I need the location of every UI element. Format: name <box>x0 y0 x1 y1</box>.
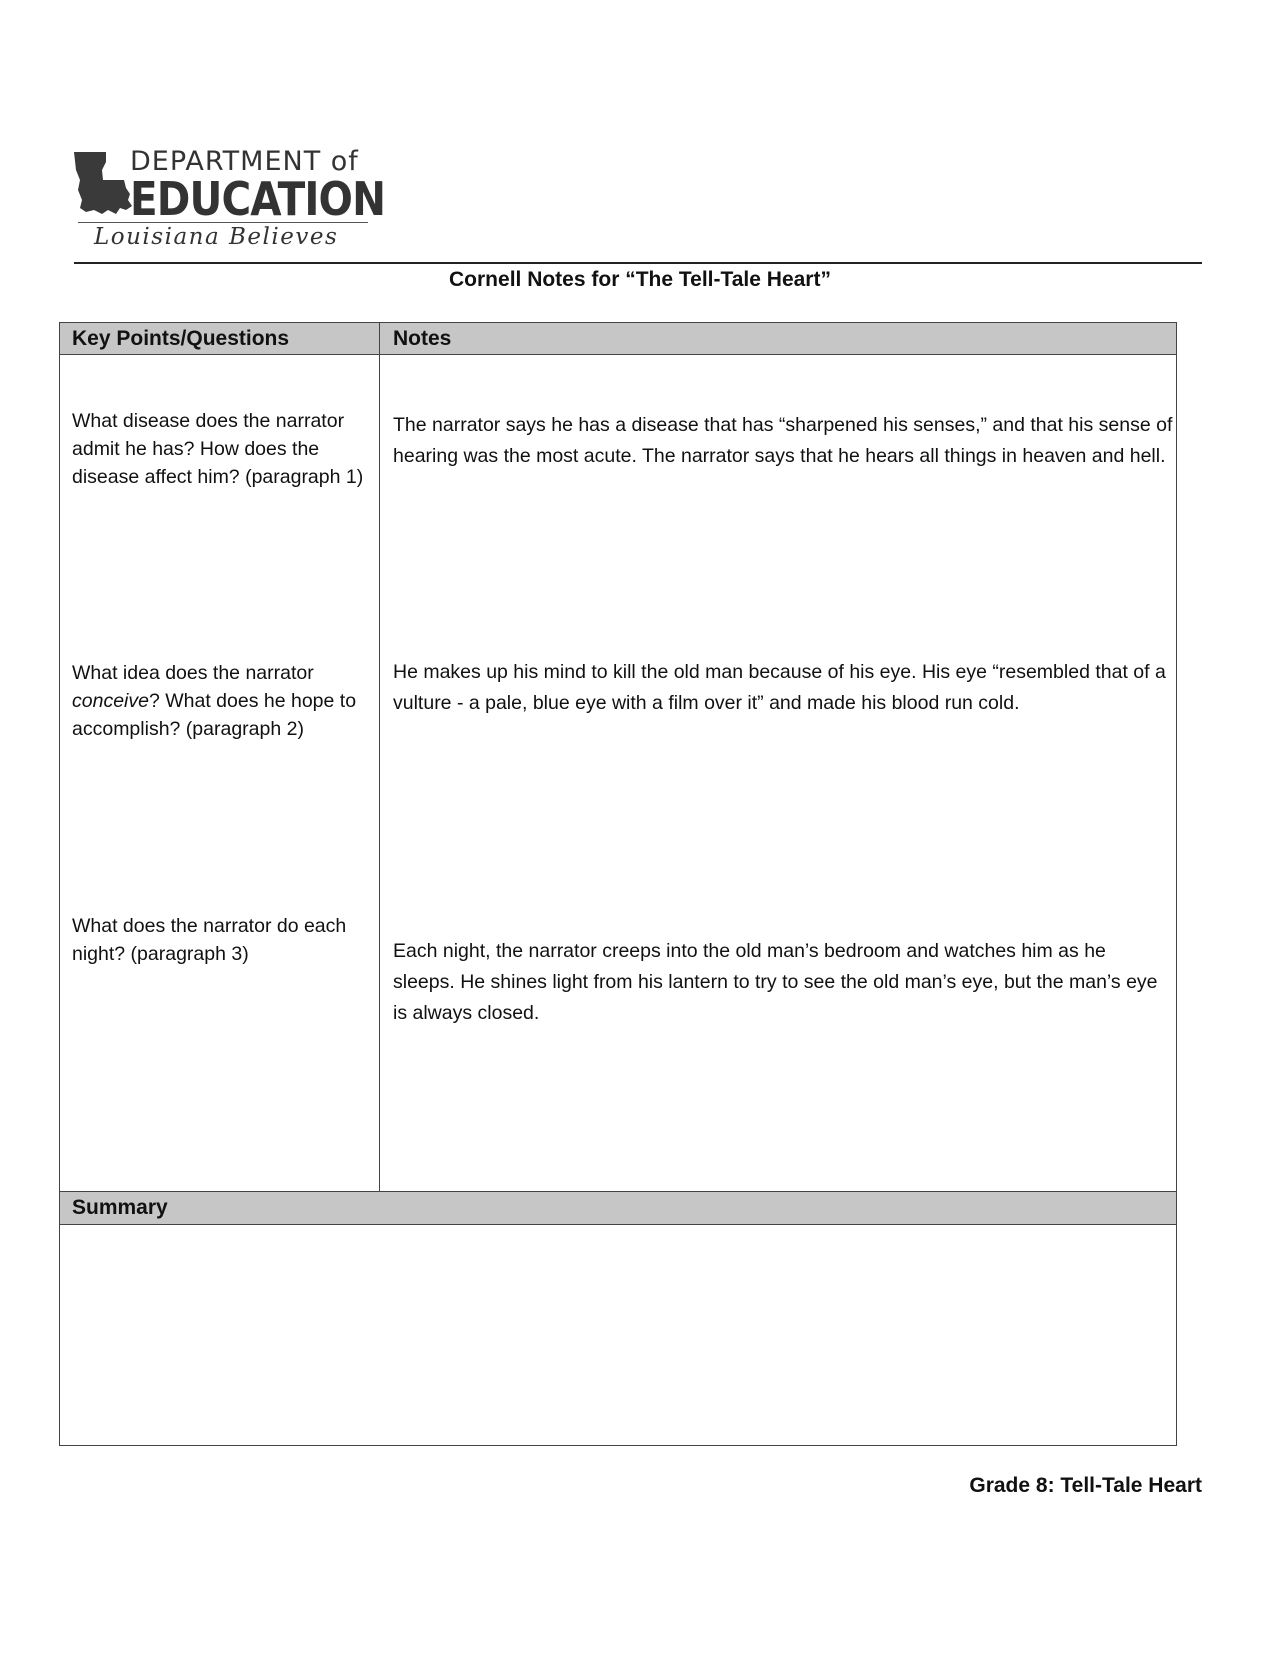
key-points-header: Key Points/Questions <box>72 327 290 350</box>
notes-header: Notes <box>393 327 452 350</box>
question-2-emphasis: conceive <box>72 690 149 712</box>
page-title: Cornell Notes for “The Tell-Tale Heart” <box>449 268 831 291</box>
question-2-text-a: What idea does the narrator <box>72 662 314 684</box>
table-header-row <box>60 323 1176 355</box>
question-2 <box>72 659 372 743</box>
logo-department-text: DEPARTMENT of <box>130 146 359 177</box>
header-rule <box>74 262 1202 264</box>
louisiana-state-icon <box>72 150 134 220</box>
question-2-text-b: ? What does he hope to accomplish? (paragraph 2) <box>72 690 357 740</box>
notes-2: He makes up his mind to kill the old man because of his eye. His eye “resembled that of a vulture - a pale, blue eye with a film over it” and made his blood run cold. <box>393 661 1166 714</box>
footer-grade-label: Grade 8: Tell-Tale Heart <box>969 1474 1202 1497</box>
department-logo <box>72 146 386 252</box>
summary-header-row <box>60 1191 1176 1225</box>
logo-rule <box>78 222 368 223</box>
notes-1: The narrator says he has a disease that has “sharpened his senses,” and that his sense of hearing was the most acute. The narrator says that he hears all things in heaven and hell. <box>393 414 1173 467</box>
question-1: What disease does the narrator admit he has? How does the disease affect him? (paragraph 1) <box>72 410 364 488</box>
question-3: What does the narrator do each night? (paragraph 3) <box>72 915 347 965</box>
column-divider <box>379 323 380 1193</box>
notes-3: Each night, the narrator creeps into the old man’s bedroom and watches him as he sleeps. He shines light from his lantern to try to see the old man’s eye, but the man’s eye is always closed. <box>393 940 1158 1024</box>
cornell-notes-table <box>59 322 1177 1446</box>
logo-tagline: Louisiana Believes <box>94 224 339 250</box>
logo-education-text: EDUCATION <box>130 172 386 226</box>
summary-header: Summary <box>72 1196 168 1219</box>
